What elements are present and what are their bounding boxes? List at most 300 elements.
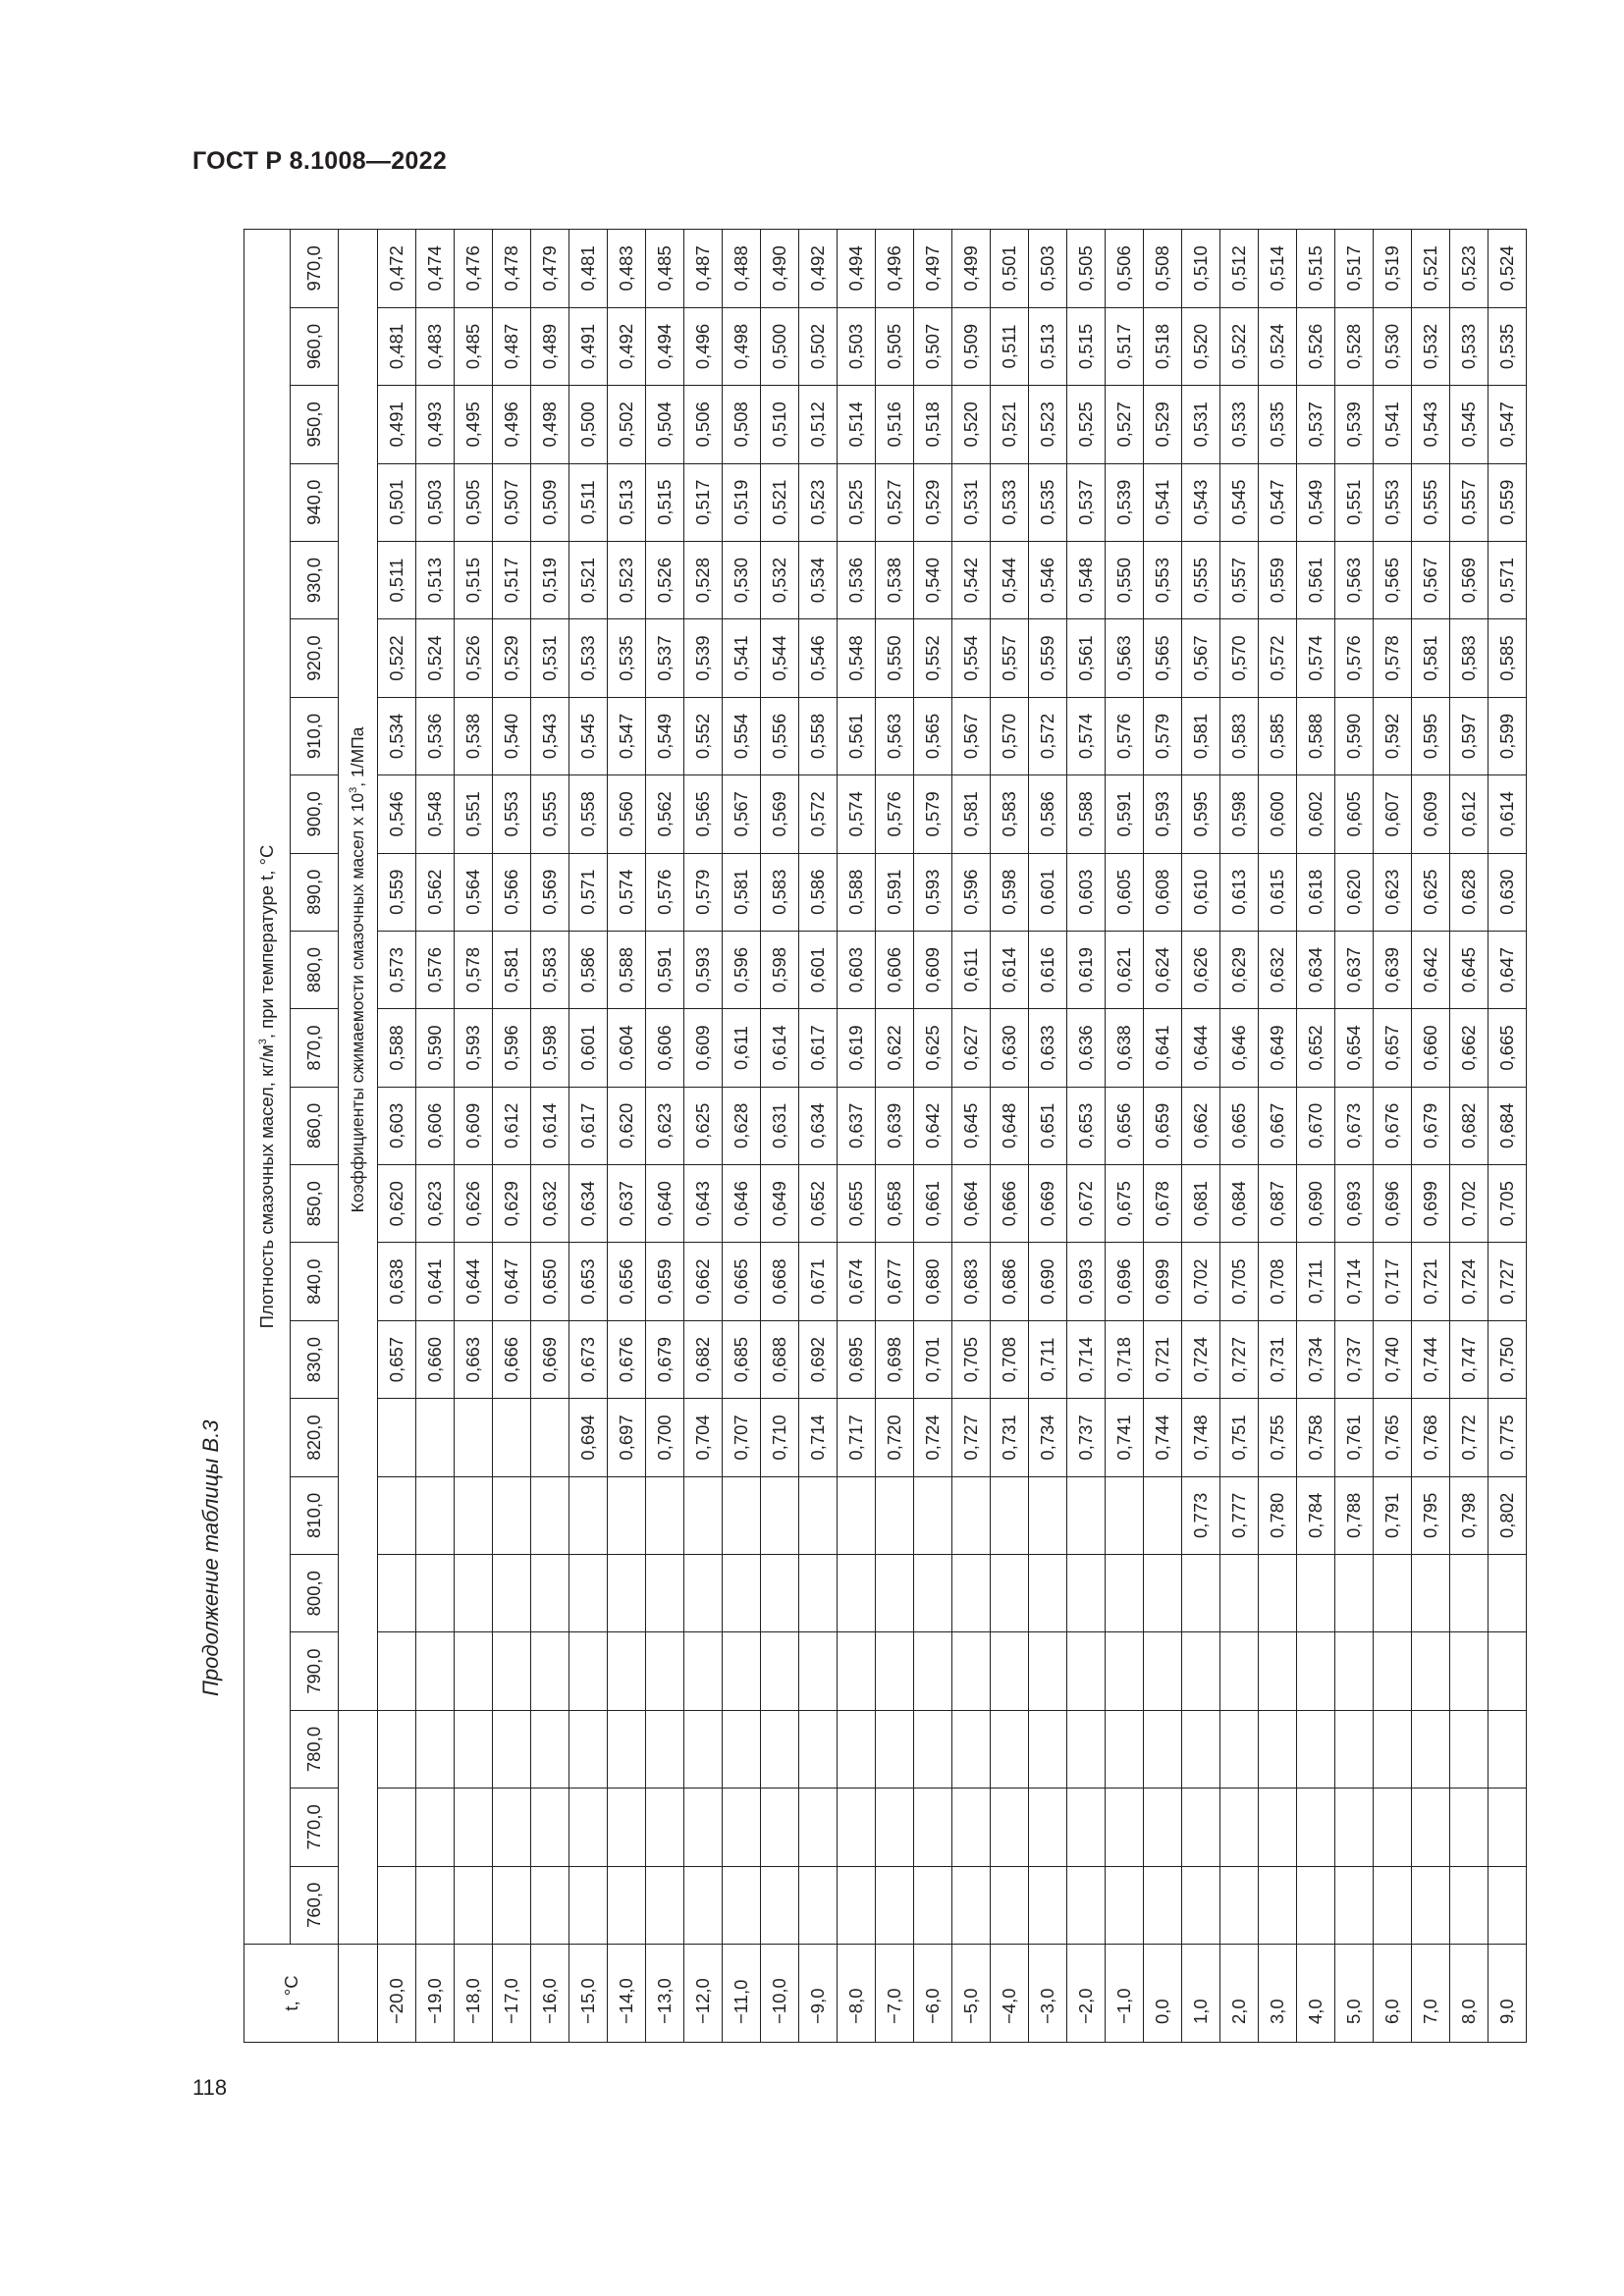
coefficient-cell: [378, 1710, 416, 1788]
coefficient-cell: 0,607: [1374, 775, 1412, 853]
coefficient-cell: 0,609: [455, 1087, 493, 1164]
coefficient-cell: [1182, 1555, 1220, 1632]
coefficient-cell: 0,748: [1182, 1399, 1220, 1476]
coefficient-cell: [838, 1476, 876, 1554]
coefficient-cell: 0,537: [1297, 386, 1335, 463]
coefficient-cell: 0,543: [1412, 386, 1450, 463]
coefficient-cell: 0,616: [1029, 931, 1067, 1008]
coefficient-cell: [914, 1476, 952, 1554]
coefficient-cell: 0,518: [1144, 307, 1182, 385]
table-row: [991, 230, 1029, 2043]
coefficient-cell: 0,609: [914, 931, 952, 1008]
density-header: Плотность смазочных масел, $кг/м^3$, при температуре t, °C: [244, 230, 291, 1945]
coefficient-cell: [416, 1866, 455, 1944]
temperature-cell: −18,0: [455, 1944, 493, 2042]
coefficient-cell: 0,545: [1450, 386, 1489, 463]
coefficient-cell: 0,502: [799, 307, 838, 385]
coefficient-cell: [531, 1789, 569, 1866]
coefficient-cell: 0,625: [914, 1009, 952, 1087]
coefficient-cell: 0,717: [838, 1399, 876, 1476]
coefficient-cell: 0,632: [1259, 931, 1297, 1008]
coefficient-cell: 0,705: [952, 1320, 991, 1398]
density-header-cell: 760,0: [291, 1866, 339, 1944]
coefficient-cell: 0,559: [378, 853, 416, 931]
coefficient-cell: 0,682: [1450, 1087, 1489, 1164]
coefficient-cell: 0,611: [952, 931, 991, 1008]
coefficient-cell: [416, 1476, 455, 1554]
coefficient-cell: [723, 1555, 761, 1632]
coefficient-cell: [646, 1789, 684, 1866]
coefficient-cell: 0,668: [761, 1243, 799, 1320]
coefficient-cell: [876, 1789, 914, 1866]
coefficient-cell: [1489, 1866, 1527, 1944]
coefficient-cell: 0,669: [1029, 1165, 1067, 1243]
coefficient-cell: 0,572: [1029, 697, 1067, 774]
coefficient-cell: 0,670: [1297, 1087, 1335, 1164]
coefficients-header: Коэффициенты сжимаемости смазочных масел x $10^3$, 1/МПа: [339, 230, 378, 1711]
coefficient-cell: 0,690: [1297, 1165, 1335, 1243]
coefficient-cell: 0,523: [608, 541, 646, 618]
temperature-cell: −20,0: [378, 1944, 416, 2042]
coefficient-cell: 0,683: [952, 1243, 991, 1320]
coefficient-cell: 0,649: [761, 1165, 799, 1243]
density-header-cell: 860,0: [291, 1087, 339, 1164]
coefficient-cell: 0,542: [952, 541, 991, 618]
coefficient-cell: 0,581: [1182, 697, 1220, 774]
coefficient-cell: 0,637: [838, 1087, 876, 1164]
temperature-cell: 3,0: [1259, 1944, 1297, 2042]
coefficient-cell: 0,544: [991, 541, 1029, 618]
density-header-cell: 970,0: [291, 230, 339, 308]
coefficient-cell: [455, 1710, 493, 1788]
density-header-cell: 840,0: [291, 1243, 339, 1320]
coefficient-cell: [952, 1710, 991, 1788]
coefficient-cell: 0,523: [1450, 230, 1489, 308]
coefficient-cell: 0,724: [1182, 1320, 1220, 1398]
coefficient-cell: 0,574: [1297, 619, 1335, 697]
coefficient-cell: 0,641: [416, 1243, 455, 1320]
coefficient-cell: 0,674: [838, 1243, 876, 1320]
page-number: 118: [192, 2075, 228, 2100]
coefficient-cell: 0,524: [416, 619, 455, 697]
coefficient-cell: [1259, 1710, 1297, 1788]
coefficient-cell: 0,651: [1029, 1087, 1067, 1164]
temperature-cell: −3,0: [1029, 1944, 1067, 2042]
coefficient-cell: 0,489: [531, 307, 569, 385]
coefficient-cell: 0,617: [799, 1009, 838, 1087]
coefficient-cell: 0,523: [1029, 386, 1067, 463]
density-header-cell: 780,0: [291, 1710, 339, 1788]
coefficient-cell: 0,551: [455, 775, 493, 853]
coefficient-cell: [991, 1866, 1029, 1944]
coefficient-cell: 0,622: [876, 1009, 914, 1087]
coefficient-cell: 0,666: [493, 1320, 531, 1398]
coefficient-cell: [952, 1555, 991, 1632]
coefficient-cell: 0,652: [1297, 1009, 1335, 1087]
coefficient-cell: [799, 1476, 838, 1554]
coefficient-cell: [1029, 1476, 1067, 1554]
coefficient-cell: 0,598: [1220, 775, 1259, 853]
temperature-cell: 1,0: [1182, 1944, 1220, 2042]
coefficient-cell: [646, 1476, 684, 1554]
coefficient-cell: 0,591: [876, 853, 914, 931]
coefficient-cell: 0,498: [723, 307, 761, 385]
coefficient-cell: 0,588: [1067, 775, 1106, 853]
coefficient-cell: 0,569: [531, 853, 569, 931]
coefficient-cell: 0,572: [799, 775, 838, 853]
coefficient-cell: 0,625: [684, 1087, 723, 1164]
coefficient-cell: 0,571: [1489, 541, 1527, 618]
coefficient-cell: 0,567: [952, 697, 991, 774]
coefficient-cell: [569, 1866, 608, 1944]
coefficient-cell: 0,630: [1489, 853, 1527, 931]
coefficient-cell: 0,680: [914, 1243, 952, 1320]
coefficient-cell: [1106, 1789, 1144, 1866]
coefficient-cell: 0,676: [1374, 1087, 1412, 1164]
coefficient-cell: 0,519: [723, 463, 761, 541]
coefficient-cell: 0,639: [876, 1087, 914, 1164]
coefficient-cell: [455, 1399, 493, 1476]
coefficient-cell: [684, 1866, 723, 1944]
coefficient-cell: 0,478: [493, 230, 531, 308]
coefficient-cell: [1374, 1866, 1412, 1944]
coefficient-cell: 0,513: [1029, 307, 1067, 385]
coefficient-cell: [455, 1866, 493, 1944]
coefficient-cell: [1067, 1866, 1106, 1944]
coefficient-cell: 0,516: [876, 386, 914, 463]
coefficient-cell: 0,526: [1297, 307, 1335, 385]
coefficient-cell: 0,646: [1220, 1009, 1259, 1087]
temperature-cell: 7,0: [1412, 1944, 1450, 2042]
coefficient-cell: 0,720: [876, 1399, 914, 1476]
coefficient-cell: 0,494: [838, 230, 876, 308]
table-row: [1297, 230, 1335, 2043]
coefficient-cell: 0,678: [1144, 1165, 1182, 1243]
coefficient-cell: [646, 1710, 684, 1788]
coefficient-cell: 0,563: [1106, 619, 1144, 697]
coefficient-cell: 0,511: [991, 307, 1029, 385]
coefficient-cell: [378, 1632, 416, 1710]
table-container: [244, 229, 1517, 2043]
coefficient-cell: 0,511: [569, 463, 608, 541]
temperature-cell: −10,0: [761, 1944, 799, 2042]
density-header-cell: 890,0: [291, 853, 339, 931]
coefficient-cell: [531, 1632, 569, 1710]
coefficient-cell: [1106, 1555, 1144, 1632]
document-header: ГОСТ Р 8.1008—2022: [192, 147, 448, 175]
coefficient-cell: 0,586: [799, 853, 838, 931]
coefficient-cell: 0,590: [416, 1009, 455, 1087]
coefficient-cell: [684, 1789, 723, 1866]
coefficient-cell: 0,662: [1450, 1009, 1489, 1087]
coefficient-cell: 0,519: [1374, 230, 1412, 308]
coefficient-cell: [838, 1866, 876, 1944]
temperature-cell: 8,0: [1450, 1944, 1489, 2042]
coefficient-cell: 0,557: [1450, 463, 1489, 541]
coefficient-cell: 0,560: [608, 775, 646, 853]
coefficient-cell: 0,628: [723, 1087, 761, 1164]
coefficient-cell: 0,657: [1374, 1009, 1412, 1087]
coefficient-cell: [1297, 1866, 1335, 1944]
coefficient-cell: 0,527: [1106, 386, 1144, 463]
table-row: [378, 230, 416, 2043]
coefficient-cell: 0,647: [1489, 931, 1527, 1008]
coefficient-cell: 0,744: [1412, 1320, 1450, 1398]
coefficient-cell: 0,533: [1220, 386, 1259, 463]
coefficient-cell: [799, 1866, 838, 1944]
coefficient-cell: 0,512: [1220, 230, 1259, 308]
coefficient-cell: 0,591: [1106, 775, 1144, 853]
coefficient-cell: [378, 1476, 416, 1554]
coefficient-cell: 0,649: [1259, 1009, 1297, 1087]
coefficient-cell: 0,532: [761, 541, 799, 618]
coefficient-cell: 0,541: [723, 619, 761, 697]
coefficient-cell: 0,642: [914, 1087, 952, 1164]
density-header-cell: 800,0: [291, 1555, 339, 1632]
coefficient-cell: 0,596: [952, 853, 991, 931]
coefficient-cell: 0,705: [1220, 1243, 1259, 1320]
coefficient-cell: 0,574: [838, 775, 876, 853]
coefficient-cell: [1412, 1555, 1450, 1632]
coefficient-cell: [1106, 1710, 1144, 1788]
coefficient-cell: [1335, 1789, 1374, 1866]
coefficient-cell: 0,667: [1259, 1087, 1297, 1164]
temperature-cell: −16,0: [531, 1944, 569, 2042]
coefficient-cell: 0,690: [1029, 1243, 1067, 1320]
coefficient-cell: 0,697: [608, 1399, 646, 1476]
coefficient-cell: 0,704: [684, 1399, 723, 1476]
coefficient-cell: [1067, 1476, 1106, 1554]
coefficient-cell: 0,583: [761, 853, 799, 931]
coefficient-cell: 0,705: [1489, 1165, 1527, 1243]
coefficient-cell: [684, 1476, 723, 1554]
coefficient-cell: [455, 1789, 493, 1866]
coefficient-cell: 0,488: [723, 230, 761, 308]
coefficient-cell: [378, 1399, 416, 1476]
temperature-cell: −9,0: [799, 1944, 838, 2042]
coefficient-cell: 0,731: [1259, 1320, 1297, 1398]
coefficient-cell: 0,529: [493, 619, 531, 697]
coefficient-cell: [723, 1789, 761, 1866]
coefficient-cell: [1374, 1710, 1412, 1788]
coefficient-cell: [952, 1632, 991, 1710]
coefficient-cell: [838, 1789, 876, 1866]
coefficient-cell: 0,681: [1182, 1165, 1220, 1243]
coefficient-cell: 0,679: [646, 1320, 684, 1398]
coefficient-cell: 0,601: [569, 1009, 608, 1087]
coefficient-cell: 0,650: [531, 1243, 569, 1320]
coefficient-cell: [646, 1866, 684, 1944]
coefficient-cell: 0,576: [416, 931, 455, 1008]
coefficient-cell: 0,515: [646, 463, 684, 541]
coefficient-cell: 0,606: [876, 931, 914, 1008]
coefficient-cell: 0,773: [1182, 1476, 1220, 1554]
coefficient-cell: [1450, 1866, 1489, 1944]
coefficient-cell: [952, 1476, 991, 1554]
coefficient-cell: 0,714: [1067, 1320, 1106, 1398]
coefficient-cell: 0,623: [1374, 853, 1412, 931]
coefficient-cell: 0,684: [1489, 1087, 1527, 1164]
coefficient-cell: [876, 1710, 914, 1788]
coefficient-cell: 0,747: [1450, 1320, 1489, 1398]
coefficient-cell: 0,534: [799, 541, 838, 618]
coefficient-cell: 0,598: [991, 853, 1029, 931]
coefficient-cell: 0,531: [952, 463, 991, 541]
temperature-cell: −6,0: [914, 1944, 952, 2042]
coefficient-cell: [723, 1632, 761, 1710]
coefficient-cell: 0,548: [1067, 541, 1106, 618]
coefficient-cell: 0,780: [1259, 1476, 1297, 1554]
coefficient-cell: [761, 1710, 799, 1788]
coefficient-cell: 0,524: [1259, 307, 1297, 385]
coefficient-cell: 0,481: [378, 307, 416, 385]
coefficient-cell: 0,696: [1374, 1165, 1412, 1243]
coefficient-cell: 0,557: [1220, 541, 1259, 618]
temperature-cell: −13,0: [646, 1944, 684, 2042]
coefficient-cell: 0,638: [378, 1243, 416, 1320]
temperature-cell: −15,0: [569, 1944, 608, 2042]
coefficient-cell: 0,474: [416, 230, 455, 308]
coefficient-cell: 0,565: [1374, 541, 1412, 618]
coefficient-cell: [761, 1632, 799, 1710]
table-row: [531, 230, 569, 2043]
coefficient-cell: 0,662: [684, 1243, 723, 1320]
coefficient-cell: 0,644: [455, 1243, 493, 1320]
coefficient-cell: 0,665: [1489, 1009, 1527, 1087]
coefficient-cell: 0,531: [531, 619, 569, 697]
coefficient-cell: 0,553: [1374, 463, 1412, 541]
coefficient-cell: 0,708: [991, 1320, 1029, 1398]
coefficient-cell: 0,472: [378, 230, 416, 308]
coefficient-cell: [1220, 1555, 1259, 1632]
coefficient-cell: [1489, 1710, 1527, 1788]
coefficient-cell: [1067, 1710, 1106, 1788]
coefficient-cell: 0,562: [646, 775, 684, 853]
temperature-cell: 0,0: [1144, 1944, 1182, 2042]
coefficient-cell: 0,573: [378, 931, 416, 1008]
coefficient-cell: 0,755: [1259, 1399, 1297, 1476]
coefficient-cell: 0,750: [1489, 1320, 1527, 1398]
coefficient-cell: [876, 1866, 914, 1944]
coefficient-cell: 0,647: [493, 1243, 531, 1320]
coefficient-cell: 0,585: [1489, 619, 1527, 697]
coefficient-cell: 0,526: [455, 619, 493, 697]
coefficient-cell: 0,627: [952, 1009, 991, 1087]
coefficient-cell: 0,583: [1220, 697, 1259, 774]
coefficient-cell: [723, 1866, 761, 1944]
coefficient-cell: 0,629: [493, 1165, 531, 1243]
coefficient-cell: 0,617: [569, 1087, 608, 1164]
coefficient-cell: 0,483: [608, 230, 646, 308]
coefficient-cell: 0,535: [608, 619, 646, 697]
coefficient-cell: 0,601: [799, 931, 838, 1008]
coefficient-cell: 0,693: [1335, 1165, 1374, 1243]
coefficient-cell: 0,503: [1029, 230, 1067, 308]
coefficient-cell: 0,634: [1297, 931, 1335, 1008]
coefficient-cell: 0,500: [569, 386, 608, 463]
coefficient-cell: [799, 1710, 838, 1788]
coefficient-cell: 0,563: [1335, 541, 1374, 618]
coefficient-cell: 0,556: [761, 697, 799, 774]
coefficient-cell: 0,626: [1182, 931, 1220, 1008]
coefficient-cell: 0,802: [1489, 1476, 1527, 1554]
coefficient-cell: [1144, 1476, 1182, 1554]
coefficient-cell: 0,509: [531, 463, 569, 541]
coefficient-cell: 0,741: [1106, 1399, 1144, 1476]
coefficient-cell: 0,522: [1220, 307, 1259, 385]
coefficient-cell: 0,612: [493, 1087, 531, 1164]
coefficient-cell: 0,539: [684, 619, 723, 697]
coefficient-cell: [838, 1632, 876, 1710]
coefficient-cell: 0,599: [1489, 697, 1527, 774]
coefficient-cell: 0,506: [684, 386, 723, 463]
coefficient-cell: 0,660: [1412, 1009, 1450, 1087]
coefficient-cell: 0,491: [378, 386, 416, 463]
coefficient-cell: 0,603: [378, 1087, 416, 1164]
coefficient-cell: 0,751: [1220, 1399, 1259, 1476]
coefficient-cell: 0,555: [1412, 463, 1450, 541]
coefficient-cell: 0,528: [684, 541, 723, 618]
coefficient-cell: [761, 1476, 799, 1554]
coefficient-cell: 0,563: [876, 697, 914, 774]
coefficient-cell: 0,521: [991, 386, 1029, 463]
coefficient-cell: 0,638: [1106, 1009, 1144, 1087]
coefficient-cell: 0,531: [1182, 386, 1220, 463]
coefficient-cell: 0,512: [799, 386, 838, 463]
coefficient-cell: [1029, 1710, 1067, 1788]
coefficient-cell: [1067, 1555, 1106, 1632]
coefficient-cell: 0,579: [1144, 697, 1182, 774]
coefficient-cell: 0,639: [1374, 931, 1412, 1008]
table-row: [1220, 230, 1259, 2043]
coefficient-cell: 0,523: [799, 463, 838, 541]
coefficient-cell: [378, 1866, 416, 1944]
coefficient-cell: 0,481: [569, 230, 608, 308]
coefficient-cell: [569, 1555, 608, 1632]
coefficient-cell: 0,702: [1450, 1165, 1489, 1243]
coefficient-cell: 0,549: [1297, 463, 1335, 541]
density-header-cell: 960,0: [291, 307, 339, 385]
table-row: [761, 230, 799, 2043]
density-header-cell: 820,0: [291, 1399, 339, 1476]
coefficient-cell: 0,522: [378, 619, 416, 697]
coefficient-cell: [416, 1632, 455, 1710]
coefficient-cell: 0,593: [1144, 775, 1182, 853]
coefficient-cell: 0,698: [876, 1320, 914, 1398]
temperature-cell: −12,0: [684, 1944, 723, 2042]
temperature-cell: −14,0: [608, 1944, 646, 2042]
coefficient-cell: 0,694: [569, 1399, 608, 1476]
coefficient-cell: 0,561: [1297, 541, 1335, 618]
temperature-cell: −4,0: [991, 1944, 1029, 2042]
density-header-cell: 880,0: [291, 931, 339, 1008]
coefficient-cell: [646, 1555, 684, 1632]
coefficient-cell: 0,487: [684, 230, 723, 308]
coefficient-cell: 0,518: [914, 386, 952, 463]
coefficient-cell: 0,495: [455, 386, 493, 463]
header-row-densities: [291, 230, 339, 2043]
coefficient-cell: 0,533: [569, 619, 608, 697]
coefficient-cell: [1450, 1710, 1489, 1788]
coefficient-cell: [1335, 1632, 1374, 1710]
coefficient-cell: 0,550: [876, 619, 914, 697]
coefficient-cell: [416, 1789, 455, 1866]
coefficient-cell: 0,517: [1335, 230, 1374, 308]
table-row: [1335, 230, 1374, 2043]
compressibility-table: [244, 229, 1527, 2043]
coefficient-cell: [1412, 1866, 1450, 1944]
coefficient-cell: 0,555: [531, 775, 569, 853]
